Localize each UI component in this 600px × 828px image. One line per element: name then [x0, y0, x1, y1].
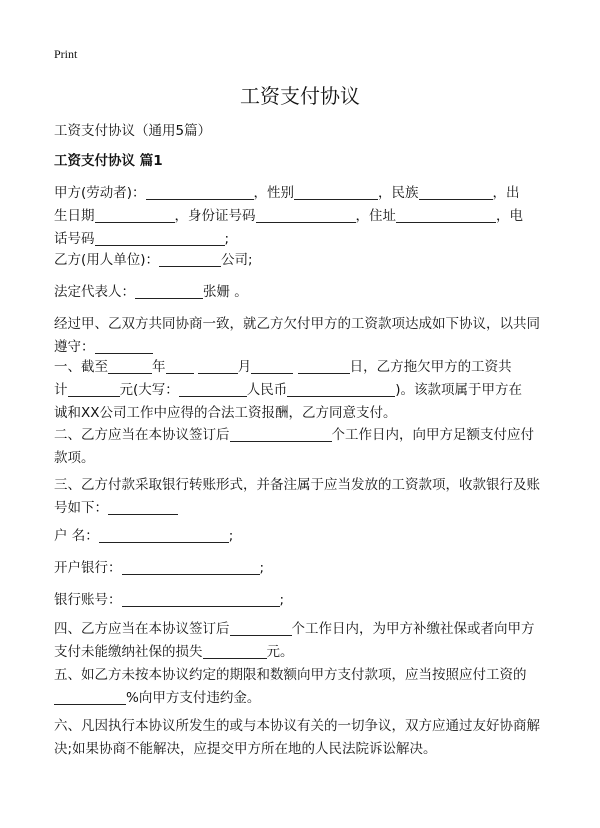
birthdate-blank [95, 208, 175, 223]
amount-words-blank [179, 382, 247, 397]
text-run: 一、截至 [54, 359, 108, 375]
text-run: 乙方(用人单位)： [54, 252, 160, 268]
text-run: 公司; [221, 252, 253, 268]
account-number-blank [122, 592, 280, 607]
loss-amount-blank [203, 644, 267, 659]
text-run: 经过甲、乙双方共同协商一致，就乙方欠付甲方的工资款项达成如下协议，以共同 [54, 316, 540, 332]
clause-5 [54, 664, 544, 710]
blank [166, 359, 194, 374]
text-run: ; [259, 560, 265, 576]
bank-blank [122, 560, 260, 575]
text-run: 开户银行： [54, 560, 122, 576]
text-run: ，身份证号码 [174, 208, 256, 224]
days-blank [230, 621, 292, 636]
document-title: 工资支付协议 [240, 84, 360, 108]
text-run: ; [228, 528, 234, 544]
legal-rep-blank [135, 284, 203, 299]
text-run: ; [279, 592, 285, 608]
text-run: ，性别 [253, 185, 295, 201]
text-run: 支付未能缴纳社保的损失 [54, 644, 203, 660]
text-run: 决;如果协商不能解决，应提交甲方所在地的人民法院诉讼解决。 [54, 741, 437, 757]
clause-2 [54, 424, 544, 470]
phone-blank [95, 231, 225, 246]
employer-blank [159, 252, 221, 267]
bank-line [54, 557, 544, 580]
account-number-line [54, 589, 544, 612]
text-run: 张姗 。 [203, 284, 248, 300]
preamble-blank [95, 339, 153, 354]
gender-blank [294, 185, 378, 200]
text-run: )。该款项属于甲方在 [395, 382, 523, 398]
text-run: ，电 [496, 208, 523, 224]
percent-blank [54, 690, 126, 705]
text-run: 款项。 [54, 450, 95, 466]
text-run: 月 [237, 359, 252, 375]
day-blank [298, 359, 350, 374]
clause-3 [54, 474, 544, 520]
legal-rep-clause [54, 281, 544, 304]
text-run: 日，乙方拖欠甲方的工资共 [349, 359, 512, 375]
ethnicity-blank [419, 185, 493, 200]
name-blank [146, 185, 254, 200]
text-run: 五、如乙方未按本协议约定的期限和数额向甲方支付款项，应当按照应付工资的 [54, 667, 527, 683]
preamble [54, 313, 544, 359]
text-run: %向甲方支付违约金。 [126, 690, 261, 706]
text-run: 号如下： [54, 500, 108, 516]
id-number-blank [256, 208, 356, 223]
amount-blank [68, 382, 120, 397]
month-blank [198, 359, 238, 374]
year-blank [108, 359, 152, 374]
address-blank [396, 208, 496, 223]
section-heading: 工资支付协议 篇1 [54, 153, 163, 169]
rmb-blank [287, 382, 395, 397]
clause-1 [54, 356, 544, 425]
clause-4 [54, 618, 544, 664]
account-name-blank [99, 528, 229, 543]
account-name-line [54, 525, 544, 548]
text-run: 元。 [266, 644, 294, 660]
text-run: 六、凡因执行本协议所发生的或与本协议有关的一切争议，双方应通过友好协商解 [54, 718, 540, 734]
print-link[interactable]: Print [54, 47, 78, 61]
clause-6 [54, 715, 544, 761]
text-run: 个工作日内，向甲方足额支付应付 [331, 427, 534, 443]
text-run: ，民族 [378, 185, 419, 201]
text-run: 遵守： [54, 339, 95, 355]
text-run: 户 名： [54, 528, 99, 544]
text-run: 个工作日内，为甲方补缴社保或者向甲方 [291, 621, 535, 637]
blank [251, 359, 293, 374]
text-run: ，住址 [355, 208, 396, 224]
text-run: 银行账号： [54, 592, 122, 608]
text-run: 生日期 [54, 208, 95, 224]
text-run: 人民币 [246, 382, 288, 398]
party-b-clause [54, 249, 544, 272]
text-run: 甲方(劳动者)： [54, 185, 146, 201]
text-run: 元(大写： [119, 382, 179, 398]
text-run: 四、乙方应当在本协议签订后 [54, 621, 230, 637]
text-run: 年 [152, 359, 166, 375]
text-run: 二、乙方应当在本协议签订后 [54, 427, 230, 443]
text-run: 三、乙方付款采取银行转账形式，并备注属于应当发放的工资款项，收款银行及账 [54, 477, 540, 493]
text-run: 法定代表人： [54, 284, 135, 300]
text-run: 话号码 [54, 231, 95, 247]
bank-info-blank [108, 500, 178, 515]
text-run: 计 [54, 382, 68, 398]
text-run: 诚和XX公司工作中应得的合法工资报酬，乙方同意支付。 [54, 405, 397, 421]
text-run: ; [224, 231, 230, 247]
days-blank [230, 427, 332, 442]
document-subtitle: 工资支付协议（通用5篇） [54, 123, 212, 139]
text-run: ，出 [492, 185, 520, 201]
party-a-clause [54, 182, 544, 251]
